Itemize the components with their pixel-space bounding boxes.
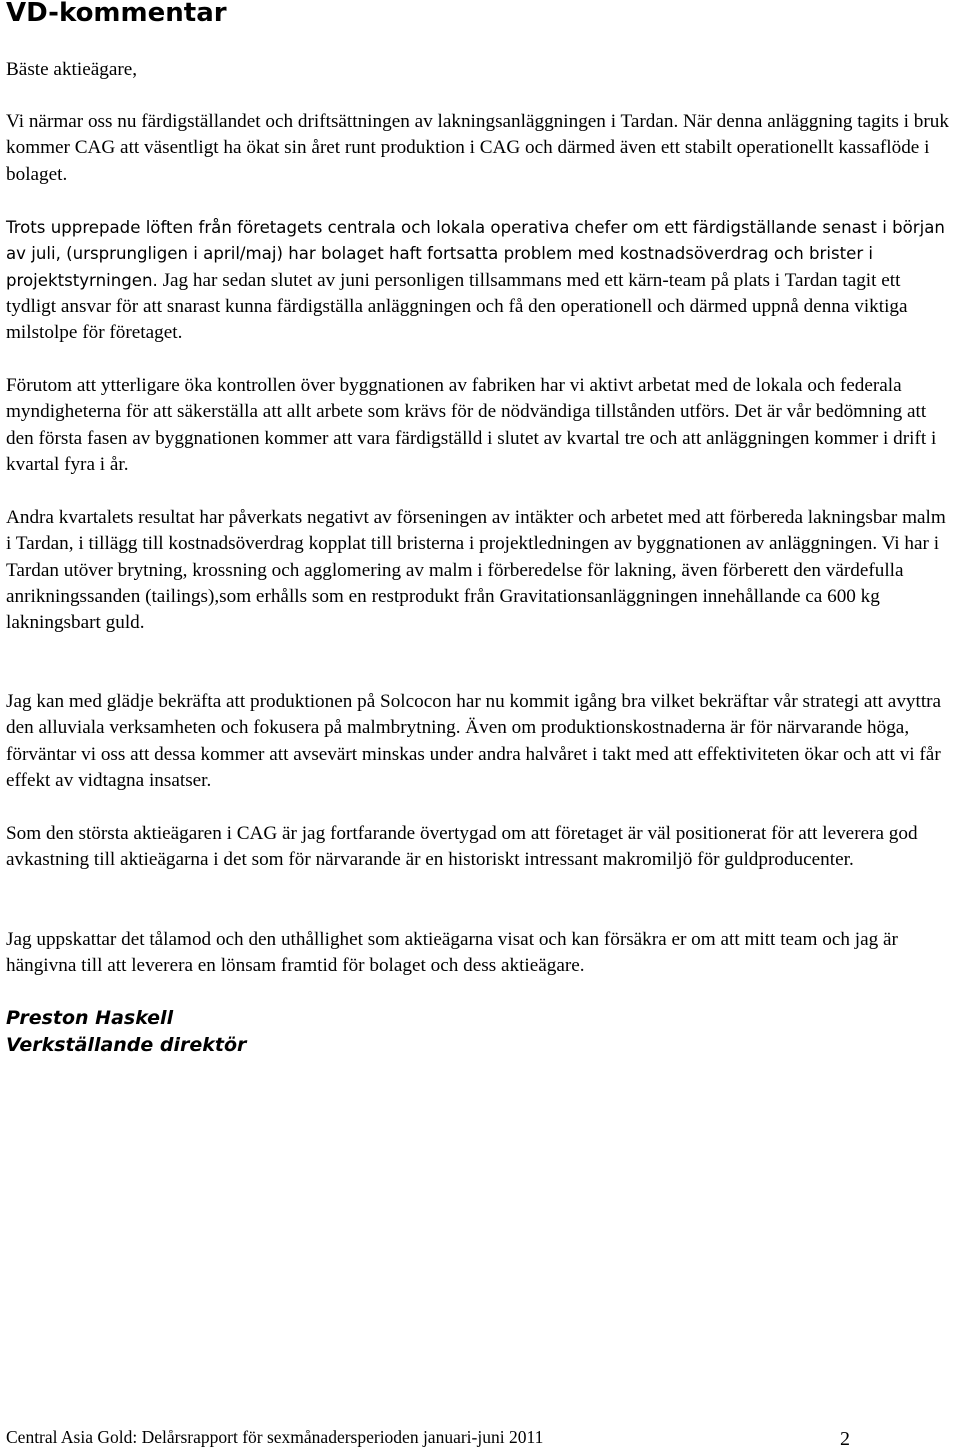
paragraph-6: Som den största aktieägaren i CAG är jag fortfarande övertygad om att företaget är väl positionerat för att leverera god avkastning till aktieägarna i det som för närvarande är en historiskt intressant makromiljö för guldproducenter. bbox=[6, 823, 918, 871]
paragraph-4: Andra kvartalets resultat har påverkats negativt av förseningen av intäkter och arbetet med att förbereda lakningsbar malm i Tardan, i tillägg till kostnadsöverdrag kopplat till bristerna i projektledningen av byggnationen av anläggningen. Vi har i Tardan utöver brytning, krossning och agglomering av malm i förberedelse för lakning, även förberett den värdefulla anrikningssanden (tailings),som erhålls som en restprodukt från Gravitationsanläggningen innehållande ca 600 kg lakningsbart guld. bbox=[6, 507, 946, 634]
paragraph-3: Förutom att ytterligare öka kontrollen över byggnationen av fabriken har vi aktivt arbetat med de lokala och federala myndigheterna för att säkerställa att allt arbete som krävs för de nödvändiga tillstånden utförs. Det är vår bedömning att den första fasen av byggnationen kommer att vara färdigställd i slutet av kvartal tre och att anläggningen kommer i drift i kvartal fyra i år. bbox=[6, 375, 937, 475]
page-title: VD-kommentar bbox=[6, 0, 227, 28]
paragraph-1: Vi närmar oss nu färdigställandet och driftsättningen av lakningsanläggningen i Tardan. När denna anläggning tagits i bruk kommer CAG att väsentligt ha ökat sin året runt produktion i CAG och därmed även ett stabilt operationellt kassaflöde i bolaget. bbox=[6, 111, 949, 185]
paragraph-5: Jag kan med glädje bekräfta att produktionen på Solcocon har nu kommit igång bra vilket bekräftar vår strategi att avyttra den alluviala verksamheten och fokusera på malmbrytning. Även om produktionskostnaderna är för närvarande höga, förväntar vi oss att dessa kommer att avsevärt minskas under andra halvåret i takt med att effektiviteten ökar och att vi får effekt av vidtagna insatser. bbox=[6, 691, 942, 791]
greeting: Bäste aktieägare, bbox=[6, 59, 138, 80]
paragraph-2-part-b: Jag har sedan slutet av juni personligen tillsammans med ett kärn-team på plats i Tardan tagit ett tydligt ansvar för att snarast kunna färdigställa anläggningen och få den operationell och därmed uppnå denna viktiga milstolpe för företaget. bbox=[6, 269, 908, 344]
footer-text: Central Asia Gold: Delårsrapport för sexmånadersperioden januari-juni 2011 bbox=[6, 1427, 544, 1447]
paragraph-2 bbox=[6, 215, 954, 346]
paragraph-2-part-a: Trots upprepade löften från företagets centrala och lokala operativa chefer om ett färdigställande senast i början av juli, (ursprungligen i april/maj) har bolaget haft fortsatta problem med kostnadsöverdrag och brister i projektstyrningen. bbox=[6, 218, 945, 290]
signature-name: Preston Haskell bbox=[6, 1007, 174, 1029]
signature-title: Verkställande direktör bbox=[6, 1034, 247, 1056]
paragraph-7: Jag uppskattar det tålamod och den uthållighet som aktieägarna visat och kan försäkra er om att mitt team och jag är hängivna till att leverera en lönsam framtid för bolaget och dess aktieägare. bbox=[6, 929, 898, 977]
page-number: 2 bbox=[840, 1428, 850, 1450]
